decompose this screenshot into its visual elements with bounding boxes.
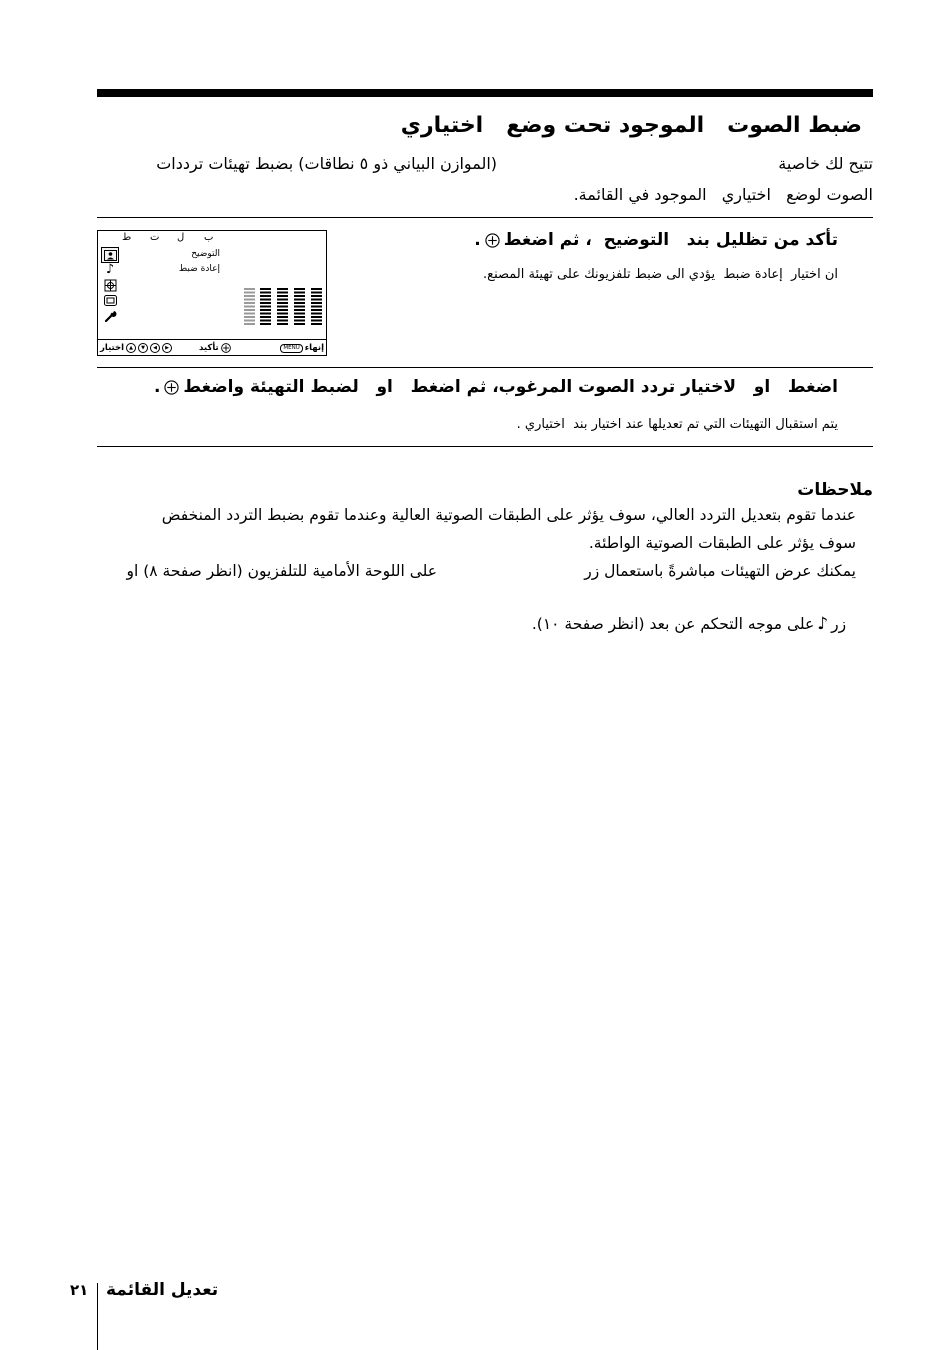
menu-key-badge: MENU <box>280 344 302 353</box>
intro-line1-right: تتيح لك خاصية <box>778 154 873 173</box>
picture-icon <box>102 248 118 262</box>
section-divider <box>97 446 873 447</box>
eq-band-bar <box>260 288 271 325</box>
eq-band-bar <box>294 288 305 325</box>
footer-section-title: تعديل القائمة <box>106 1280 219 1300</box>
tv-top-letter: ت <box>150 232 160 243</box>
circled-plus-icon <box>485 233 500 248</box>
section-divider <box>97 367 873 368</box>
page-title: ضبط الصوت الموجود تحت وضع اختياري <box>400 113 862 138</box>
down-arrow-icon: ▼ <box>138 343 148 353</box>
step1-note: ان اختيار إعادة ضبط يؤدي الى ضبط تلفزيونك على تهيئة المصنع. <box>483 267 838 282</box>
intro-line1-left: (الموازن البياني ذو ٥ نطاقات) بضبط تهيئات ترددات <box>156 154 497 173</box>
tv-footer-select-label: اختيار <box>100 343 125 353</box>
note-line: يمكنك عرض التهيئات مباشرةً باستعمال زر <box>584 562 856 580</box>
tv-footer-exit-label: إنهاء <box>304 343 324 353</box>
settings-icon <box>102 278 118 292</box>
tv-menu-screenshot <box>97 230 327 356</box>
intro-line2: الصوت لوضع اختياري الموجود في القائمة. <box>573 185 873 204</box>
step1-heading-period: . <box>474 230 481 250</box>
music-note-icon: ♪ <box>817 614 829 634</box>
step1-heading-text: تأكد من تظليل بند التوضيح ، ثم اضغط <box>503 230 838 250</box>
tv-menu-icon-column <box>102 248 120 322</box>
tv-footer-confirm <box>199 341 231 355</box>
tv-menu-footer-divider <box>98 339 326 340</box>
eq-band-bar <box>244 288 255 325</box>
tv-top-letter: ب <box>204 232 214 243</box>
step1-heading <box>474 227 838 253</box>
music-note-icon: ♪ <box>105 262 115 277</box>
step2-heading-period: . <box>153 377 161 397</box>
notes-heading: ملاحظات <box>797 480 873 500</box>
tv-menu-item-clarity: التوضيح <box>191 249 220 259</box>
screen-icon <box>102 293 118 307</box>
page-number: ٢١ <box>70 1281 89 1299</box>
tv-top-letter: ط <box>122 232 132 243</box>
circled-plus-icon <box>164 380 179 395</box>
circled-plus-icon <box>221 343 231 353</box>
step2-note: يتم استقبال التهيئات التي تم تعديلها عند اختيار بند اختياري . <box>516 417 838 432</box>
tv-footer-exit <box>280 341 324 355</box>
note-line4-after: على موجه التحكم عن بعد (انظر صفحة ١٠). <box>531 615 815 633</box>
step2-heading <box>154 374 838 400</box>
note-line: عندما تقوم بتعديل التردد العالي، سوف يؤثر على الطبقات الصوتية العالية وعندما تقوم بضبط التردد المنخفض <box>161 506 856 524</box>
eq-band-bar <box>311 288 322 325</box>
step2-heading-text: اضغط او لاختيار تردد الصوت المرغوب، ثم اضغط او لضبط التهيئة واضغط <box>183 377 838 397</box>
section-divider <box>97 217 873 218</box>
footer-vertical-rule <box>97 1283 98 1350</box>
eq-band-bar <box>277 288 288 325</box>
tv-top-letter: ل <box>177 232 185 243</box>
note-line <box>532 588 856 636</box>
wrench-icon <box>102 308 118 322</box>
tv-menu-footer <box>100 341 324 355</box>
note-line4-before: زر <box>831 615 847 633</box>
header-rule-bar <box>97 89 873 97</box>
note-line: على اللوحة الأمامية للتلفزيون (انظر صفحة ٨) او <box>126 562 437 580</box>
tv-menu-item-reset: إعادة ضبط <box>178 264 220 274</box>
tv-footer-select <box>100 341 172 355</box>
left-arrow-icon: ◀ <box>150 343 160 353</box>
right-arrow-icon: ▶ <box>162 343 172 353</box>
note-line: سوف يؤثر على الطبقات الصوتية الواطئة. <box>588 534 856 552</box>
tv-footer-confirm-label: تأكيد <box>199 343 219 353</box>
up-arrow-icon: ▲ <box>126 343 136 353</box>
